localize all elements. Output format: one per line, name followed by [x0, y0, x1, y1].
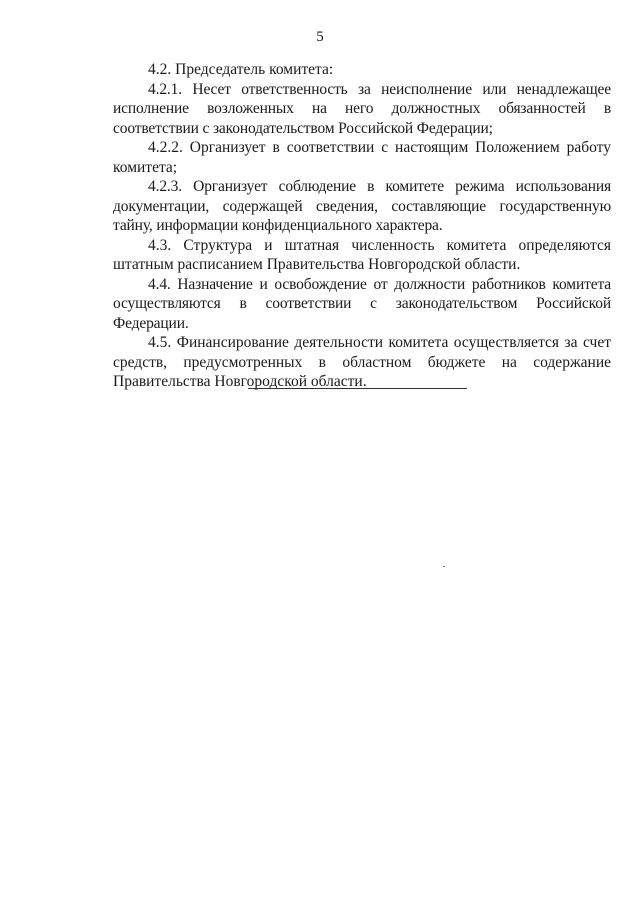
- paragraph-4-2-3: 4.2.3. Организует соблюдение в комитете режима использования документации, содержащей сведения, составляющие государственную тайну, информации конфиденциального характера.: [113, 178, 611, 234]
- paragraph-4-2-2: 4.2.2. Организует в соответствии с настоящим Положением работу комитета;: [113, 139, 611, 176]
- document-body: [113, 60, 611, 392]
- paragraph-4-5: 4.5. Финансирование деятельности комитета осуществляется за счет средств, предусмотренных в областном бюджете на содержание Правительства Новгородской области.: [113, 334, 611, 390]
- paragraph-4-2: 4.2. Председатель комитета:: [148, 61, 334, 78]
- end-of-document-rule: [248, 388, 467, 389]
- page-number: 5: [316, 29, 324, 45]
- paragraph-4-3: 4.3. Структура и штатная численность комитета определяются штатным расписанием Правительства Новгородской области.: [113, 236, 611, 273]
- scan-speck: [443, 566, 445, 567]
- paragraph-4-4: 4.4. Назначение и освобождение от должности работников комитета осуществляются в соответствии с законодательством Российской Федерации.: [113, 275, 611, 332]
- paragraph-4-2-1: 4.2.1. Несет ответственность за неисполнение или ненадлежащее исполнение возложенных на него должностных обязанностей в соответствии с законодательством Российской Федерации;: [113, 80, 611, 137]
